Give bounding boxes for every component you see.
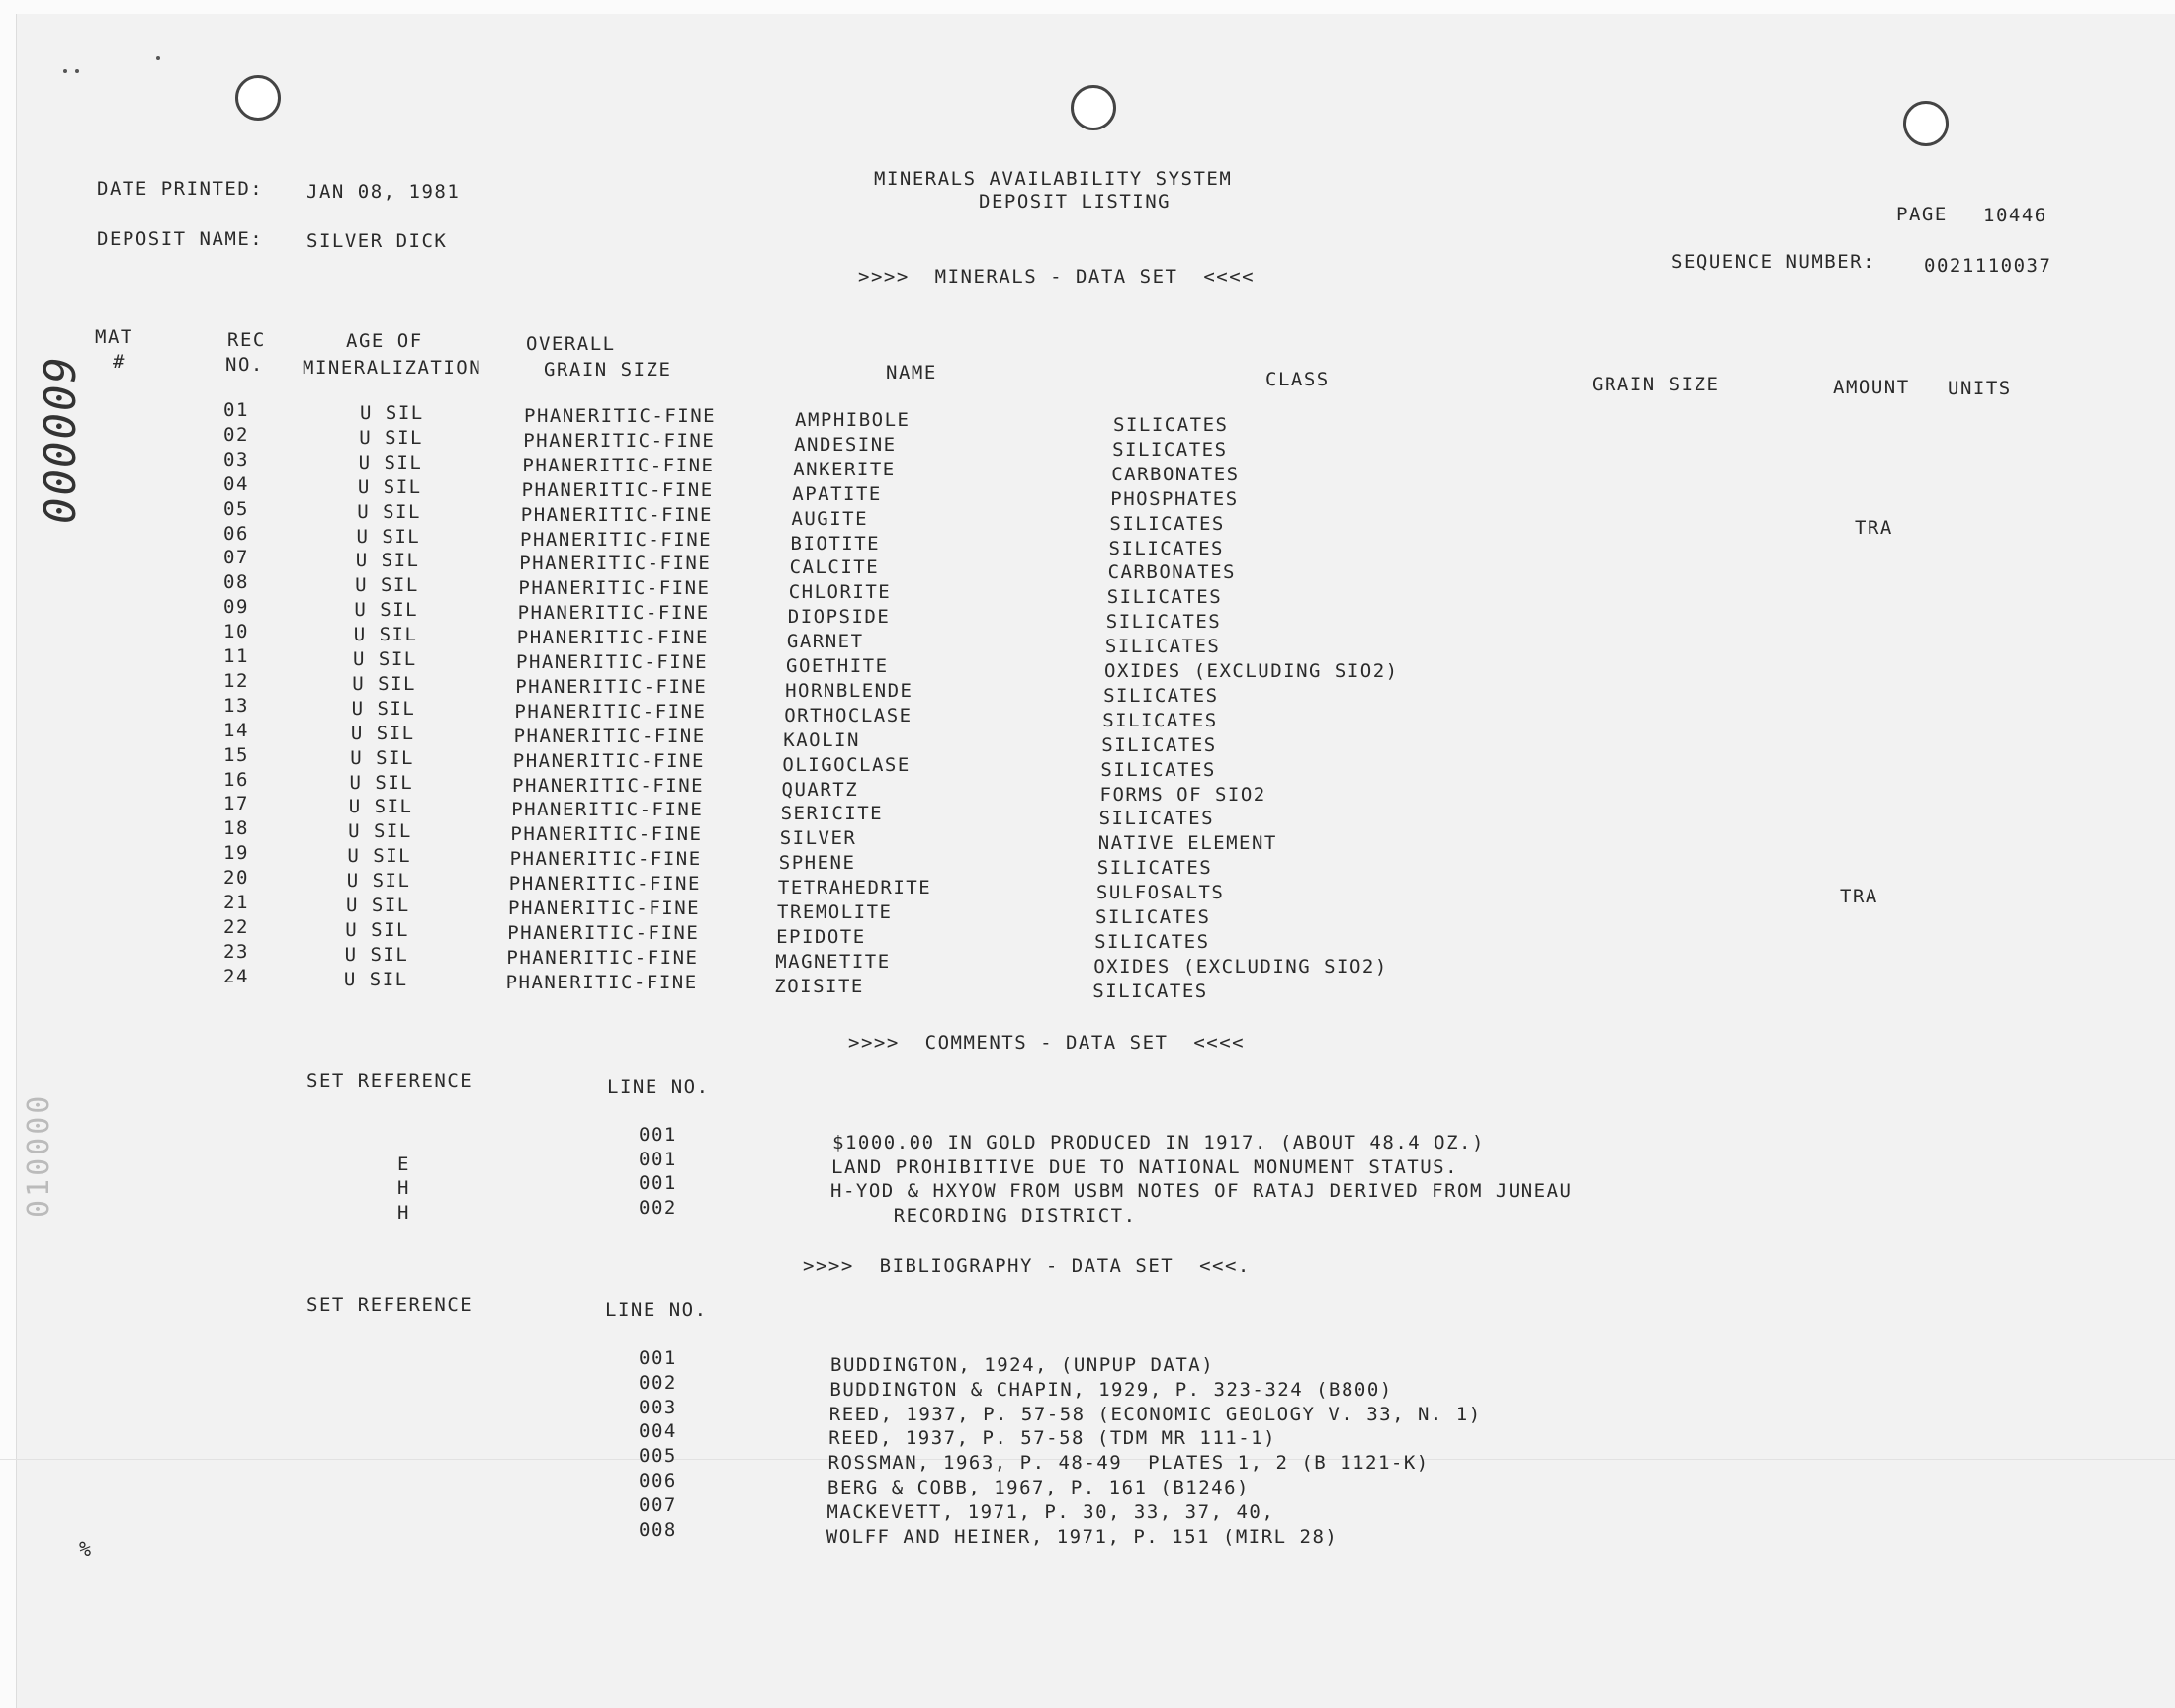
listing-title: DEPOSIT LISTING (979, 191, 1172, 213)
comments-line-no-label: LINE NO. (607, 1076, 710, 1098)
overall-grain-size: PHANERITIC-FINE (514, 700, 707, 723)
amount-value: TRA (1855, 516, 1893, 539)
line-number: 001 (639, 1347, 677, 1369)
col-no: NO. (225, 354, 264, 376)
line-number: 004 (639, 1420, 677, 1443)
rec-number: 22 (223, 915, 249, 938)
system-title: MINERALS AVAILABILITY SYSTEM (874, 168, 1233, 190)
col-amount: AMOUNT (1833, 377, 1910, 398)
mineral-name: TETRAHEDRITE (777, 877, 932, 899)
rec-number: 24 (223, 965, 249, 987)
rec-number: 21 (223, 892, 249, 913)
minerals-section-title: >>>> MINERALS - DATA SET <<<< (858, 266, 1256, 288)
age-of-mineralization: U SIL (350, 722, 415, 744)
col-overall: OVERALL (526, 333, 616, 355)
mineral-name: OLIGOCLASE (782, 753, 911, 776)
bibliography-set-reference-label: SET REFERENCE (306, 1294, 474, 1316)
col-rec: REC (227, 329, 266, 351)
bibliography-entry: BUDDINGTON & CHAPIN, 1929, P. 323-324 (B800) (829, 1378, 1393, 1401)
age-of-mineralization: U SIL (353, 624, 418, 646)
comment-text: $1000.00 IN GOLD PRODUCED IN 1917. (ABOUT 48.4 OZ.) (832, 1132, 1485, 1153)
rec-number: 09 (223, 596, 249, 619)
set-reference: H (397, 1201, 410, 1224)
mineral-name: KAOLIN (783, 728, 860, 751)
age-of-mineralization: U SIL (350, 746, 414, 769)
page-number: 10446 (1983, 205, 2047, 226)
set-reference: E (397, 1153, 410, 1175)
overall-grain-size: PHANERITIC-FINE (515, 675, 708, 698)
faint-stamp: 010000 (22, 1092, 56, 1218)
mineral-name: AUGITE (791, 507, 869, 530)
rec-number: 17 (223, 793, 249, 815)
mineral-class: SILICATES (1103, 684, 1219, 707)
age-of-mineralization: U SIL (352, 672, 416, 695)
speck (156, 56, 160, 60)
age-of-mineralization: U SIL (356, 525, 421, 548)
rec-number: 12 (223, 669, 249, 692)
bibliography-entry: MACKEVETT, 1971, P. 30, 33, 37, 40, (826, 1500, 1275, 1523)
age-of-mineralization: U SIL (355, 550, 420, 572)
age-of-mineralization: U SIL (344, 943, 409, 966)
rec-number: 15 (223, 743, 249, 766)
col-mat: MAT (95, 326, 133, 348)
mineral-name: BIOTITE (790, 532, 881, 555)
bibliography-entry: REED, 1937, P. 57-58 (ECONOMIC GEOLOGY V. 33, N. 1) (828, 1403, 1482, 1425)
rec-number: 16 (223, 768, 249, 791)
mineral-name: SPHENE (778, 852, 856, 875)
overall-grain-size: PHANERITIC-FINE (521, 478, 714, 501)
age-of-mineralization: U SIL (360, 402, 424, 424)
overall-grain-size: PHANERITIC-FINE (524, 405, 717, 427)
overall-grain-size: PHANERITIC-FINE (510, 823, 703, 846)
overall-grain-size: PHANERITIC-FINE (508, 897, 701, 919)
overall-grain-size: PHANERITIC-FINE (522, 454, 715, 476)
sequence-number-label: SEQUENCE NUMBER: (1671, 251, 1876, 273)
rec-number: 19 (223, 842, 249, 865)
mineral-name: SERICITE (780, 803, 884, 825)
mineral-class: SILICATES (1094, 930, 1210, 953)
mineral-class: SILICATES (1102, 709, 1218, 731)
deposit-name-value: SILVER DICK (306, 230, 448, 252)
line-number: 005 (639, 1445, 677, 1468)
overall-grain-size: PHANERITIC-FINE (511, 799, 704, 821)
rec-number: 07 (223, 547, 249, 569)
rec-number: 06 (223, 522, 249, 545)
overall-grain-size: PHANERITIC-FINE (516, 651, 709, 673)
rec-number: 23 (223, 940, 249, 963)
comments-section-title: >>>> COMMENTS - DATA SET <<<< (848, 1032, 1246, 1054)
comments-set-reference-label: SET REFERENCE (306, 1070, 474, 1092)
mineral-class: SULFOSALTS (1095, 882, 1225, 904)
mineral-class: OXIDES (EXCLUDING SIO2) (1093, 955, 1388, 978)
mineral-name: CHLORITE (788, 581, 892, 604)
date-printed-label: DATE PRINTED: (97, 178, 264, 200)
mineral-name: AMPHIBOLE (795, 409, 911, 431)
age-of-mineralization: U SIL (359, 426, 423, 449)
footer-mark: % (79, 1537, 93, 1561)
mineral-class: FORMS OF SIO2 (1099, 783, 1266, 806)
overall-grain-size: PHANERITIC-FINE (509, 848, 702, 871)
mineral-name: ZOISITE (774, 975, 864, 997)
bibliography-entry: ROSSMAN, 1963, P. 48-49 PLATES 1, 2 (B 1121-K) (827, 1452, 1430, 1475)
rec-number: 08 (223, 571, 249, 594)
mineral-class: SILICATES (1113, 414, 1229, 436)
mineral-name: DIOPSIDE (787, 606, 891, 629)
col-class: CLASS (1265, 369, 1330, 390)
rec-number: 01 (223, 399, 249, 421)
overall-grain-size: PHANERITIC-FINE (519, 553, 712, 575)
rec-number: 03 (223, 448, 249, 470)
comment-text: H-YOD & HXYOW FROM USBM NOTES OF RATAJ DERIVED FROM JUNEAU (830, 1180, 1573, 1202)
set-reference: H (397, 1177, 410, 1199)
mineral-name: ORTHOCLASE (784, 704, 913, 726)
mineral-name: GOETHITE (786, 655, 889, 677)
binder-hole-center (1071, 85, 1116, 130)
mineral-class: OXIDES (EXCLUDING SIO2) (1104, 660, 1399, 682)
sequence-number-value: 0021110037 (1924, 255, 2052, 277)
col-units: UNITS (1948, 378, 2012, 399)
col-mineralization: MINERALIZATION (303, 357, 482, 379)
overall-grain-size: PHANERITIC-FINE (505, 971, 698, 993)
line-number: 008 (639, 1518, 677, 1541)
mineral-class: NATIVE ELEMENT (1097, 832, 1277, 855)
age-of-mineralization: U SIL (358, 451, 423, 473)
age-of-mineralization: U SIL (357, 500, 421, 523)
rec-number: 18 (223, 817, 249, 840)
mineral-class: SILICATES (1096, 857, 1213, 880)
overall-grain-size: PHANERITIC-FINE (506, 946, 699, 969)
mineral-class: SILICATES (1098, 808, 1215, 830)
mineral-name: TREMOLITE (777, 901, 893, 923)
bibliography-line-no-label: LINE NO. (605, 1299, 708, 1321)
comment-text: LAND PROHIBITIVE DUE TO NATIONAL MONUMENT STATUS. (831, 1155, 1459, 1178)
rec-number: 05 (223, 497, 249, 520)
mineral-class: SILICATES (1101, 733, 1217, 756)
speck (63, 69, 67, 73)
age-of-mineralization: U SIL (357, 475, 422, 498)
mineral-name: ANDESINE (794, 433, 897, 456)
overall-grain-size: PHANERITIC-FINE (523, 429, 716, 452)
mineral-name: QUARTZ (781, 778, 859, 801)
age-of-mineralization: U SIL (349, 771, 414, 794)
microfiche-stamp: 000009 (36, 355, 86, 524)
line-number: 002 (639, 1371, 677, 1394)
amount-value: TRA (1840, 886, 1878, 908)
overall-grain-size: PHANERITIC-FINE (516, 627, 709, 649)
overall-grain-size: PHANERITIC-FINE (520, 503, 713, 526)
speck (75, 69, 79, 73)
mineral-class: CARBONATES (1107, 561, 1236, 584)
age-of-mineralization: U SIL (346, 870, 411, 893)
age-of-mineralization: U SIL (346, 895, 410, 916)
mineral-name: ANKERITE (793, 458, 896, 480)
mineral-class: SILICATES (1100, 758, 1216, 781)
page-label: PAGE (1896, 204, 1948, 225)
mineral-class: CARBONATES (1111, 463, 1240, 485)
mineral-class: SILICATES (1092, 980, 1208, 1002)
mineral-class: SILICATES (1108, 537, 1224, 559)
mineral-name: EPIDOTE (776, 925, 866, 948)
overall-grain-size: PHANERITIC-FINE (508, 873, 701, 896)
age-of-mineralization: U SIL (345, 918, 409, 941)
overall-grain-size: PHANERITIC-FINE (520, 528, 713, 551)
bibliography-entry: BERG & COBB, 1967, P. 161 (B1246) (827, 1477, 1250, 1498)
line-number: 003 (639, 1396, 677, 1418)
col-grain-size-2: GRAIN SIZE (1592, 374, 1720, 395)
mineral-class: SILICATES (1095, 906, 1211, 928)
col-grain-size: GRAIN SIZE (544, 359, 672, 381)
mineral-class: SILICATES (1109, 512, 1225, 535)
age-of-mineralization: U SIL (348, 796, 413, 818)
binder-hole-left (235, 75, 281, 121)
line-number: 001 (639, 1148, 677, 1170)
mineral-class: SILICATES (1105, 611, 1222, 634)
mineral-name: HORNBLENDE (785, 679, 914, 702)
date-printed-value: JAN 08, 1981 (306, 181, 461, 203)
rec-number: 20 (223, 867, 249, 890)
bibliography-entry: BUDDINGTON, 1924, (UNPUP DATA) (830, 1354, 1215, 1376)
binder-hole-right (1903, 101, 1949, 146)
comment-text: RECORDING DISTRICT. (829, 1204, 1137, 1227)
bibliography-section-title: >>>> BIBLIOGRAPHY - DATA SET <<<. (803, 1255, 1251, 1277)
rec-number: 11 (223, 645, 249, 667)
overall-grain-size: PHANERITIC-FINE (518, 577, 711, 600)
overall-grain-size: PHANERITIC-FINE (513, 725, 706, 747)
age-of-mineralization: U SIL (347, 845, 412, 868)
age-of-mineralization: U SIL (355, 574, 419, 597)
line-number: 006 (639, 1470, 677, 1492)
line-number: 002 (639, 1196, 677, 1219)
bibliography-entry: REED, 1937, P. 57-58 (TDM MR 111-1) (828, 1427, 1277, 1450)
col-name: NAME (886, 362, 937, 384)
deposit-name-label: DEPOSIT NAME: (97, 228, 264, 250)
mineral-name: APATITE (792, 482, 882, 505)
mineral-name: SILVER (779, 827, 857, 850)
line-number: 007 (639, 1494, 677, 1516)
rec-number: 02 (223, 423, 249, 446)
age-of-mineralization: U SIL (353, 648, 417, 670)
mineral-class: PHOSPHATES (1110, 487, 1239, 510)
age-of-mineralization: U SIL (351, 697, 416, 720)
age-of-mineralization: U SIL (348, 820, 412, 843)
line-number: 001 (639, 1172, 677, 1194)
overall-grain-size: PHANERITIC-FINE (512, 749, 705, 772)
overall-grain-size: PHANERITIC-FINE (517, 602, 710, 625)
mineral-class: SILICATES (1104, 636, 1221, 658)
mineral-name: GARNET (786, 631, 864, 653)
age-of-mineralization: U SIL (343, 968, 408, 990)
mineral-class: SILICATES (1112, 438, 1228, 461)
bibliography-entry: WOLFF AND HEINER, 1971, P. 151 (MIRL 28) (826, 1525, 1339, 1548)
line-number: 001 (639, 1124, 677, 1146)
mineral-name: CALCITE (789, 556, 880, 579)
rec-number: 10 (223, 621, 249, 643)
rec-number: 13 (223, 694, 249, 717)
overall-grain-size: PHANERITIC-FINE (507, 921, 700, 944)
mineral-name: MAGNETITE (775, 950, 891, 973)
mineral-class: SILICATES (1106, 586, 1223, 609)
age-of-mineralization: U SIL (354, 599, 419, 622)
col-age-of: AGE OF (346, 330, 423, 352)
rec-number: 04 (223, 472, 249, 495)
rec-number: 14 (223, 719, 249, 741)
overall-grain-size: PHANERITIC-FINE (512, 774, 705, 797)
col-mat-hash: # (113, 351, 126, 373)
